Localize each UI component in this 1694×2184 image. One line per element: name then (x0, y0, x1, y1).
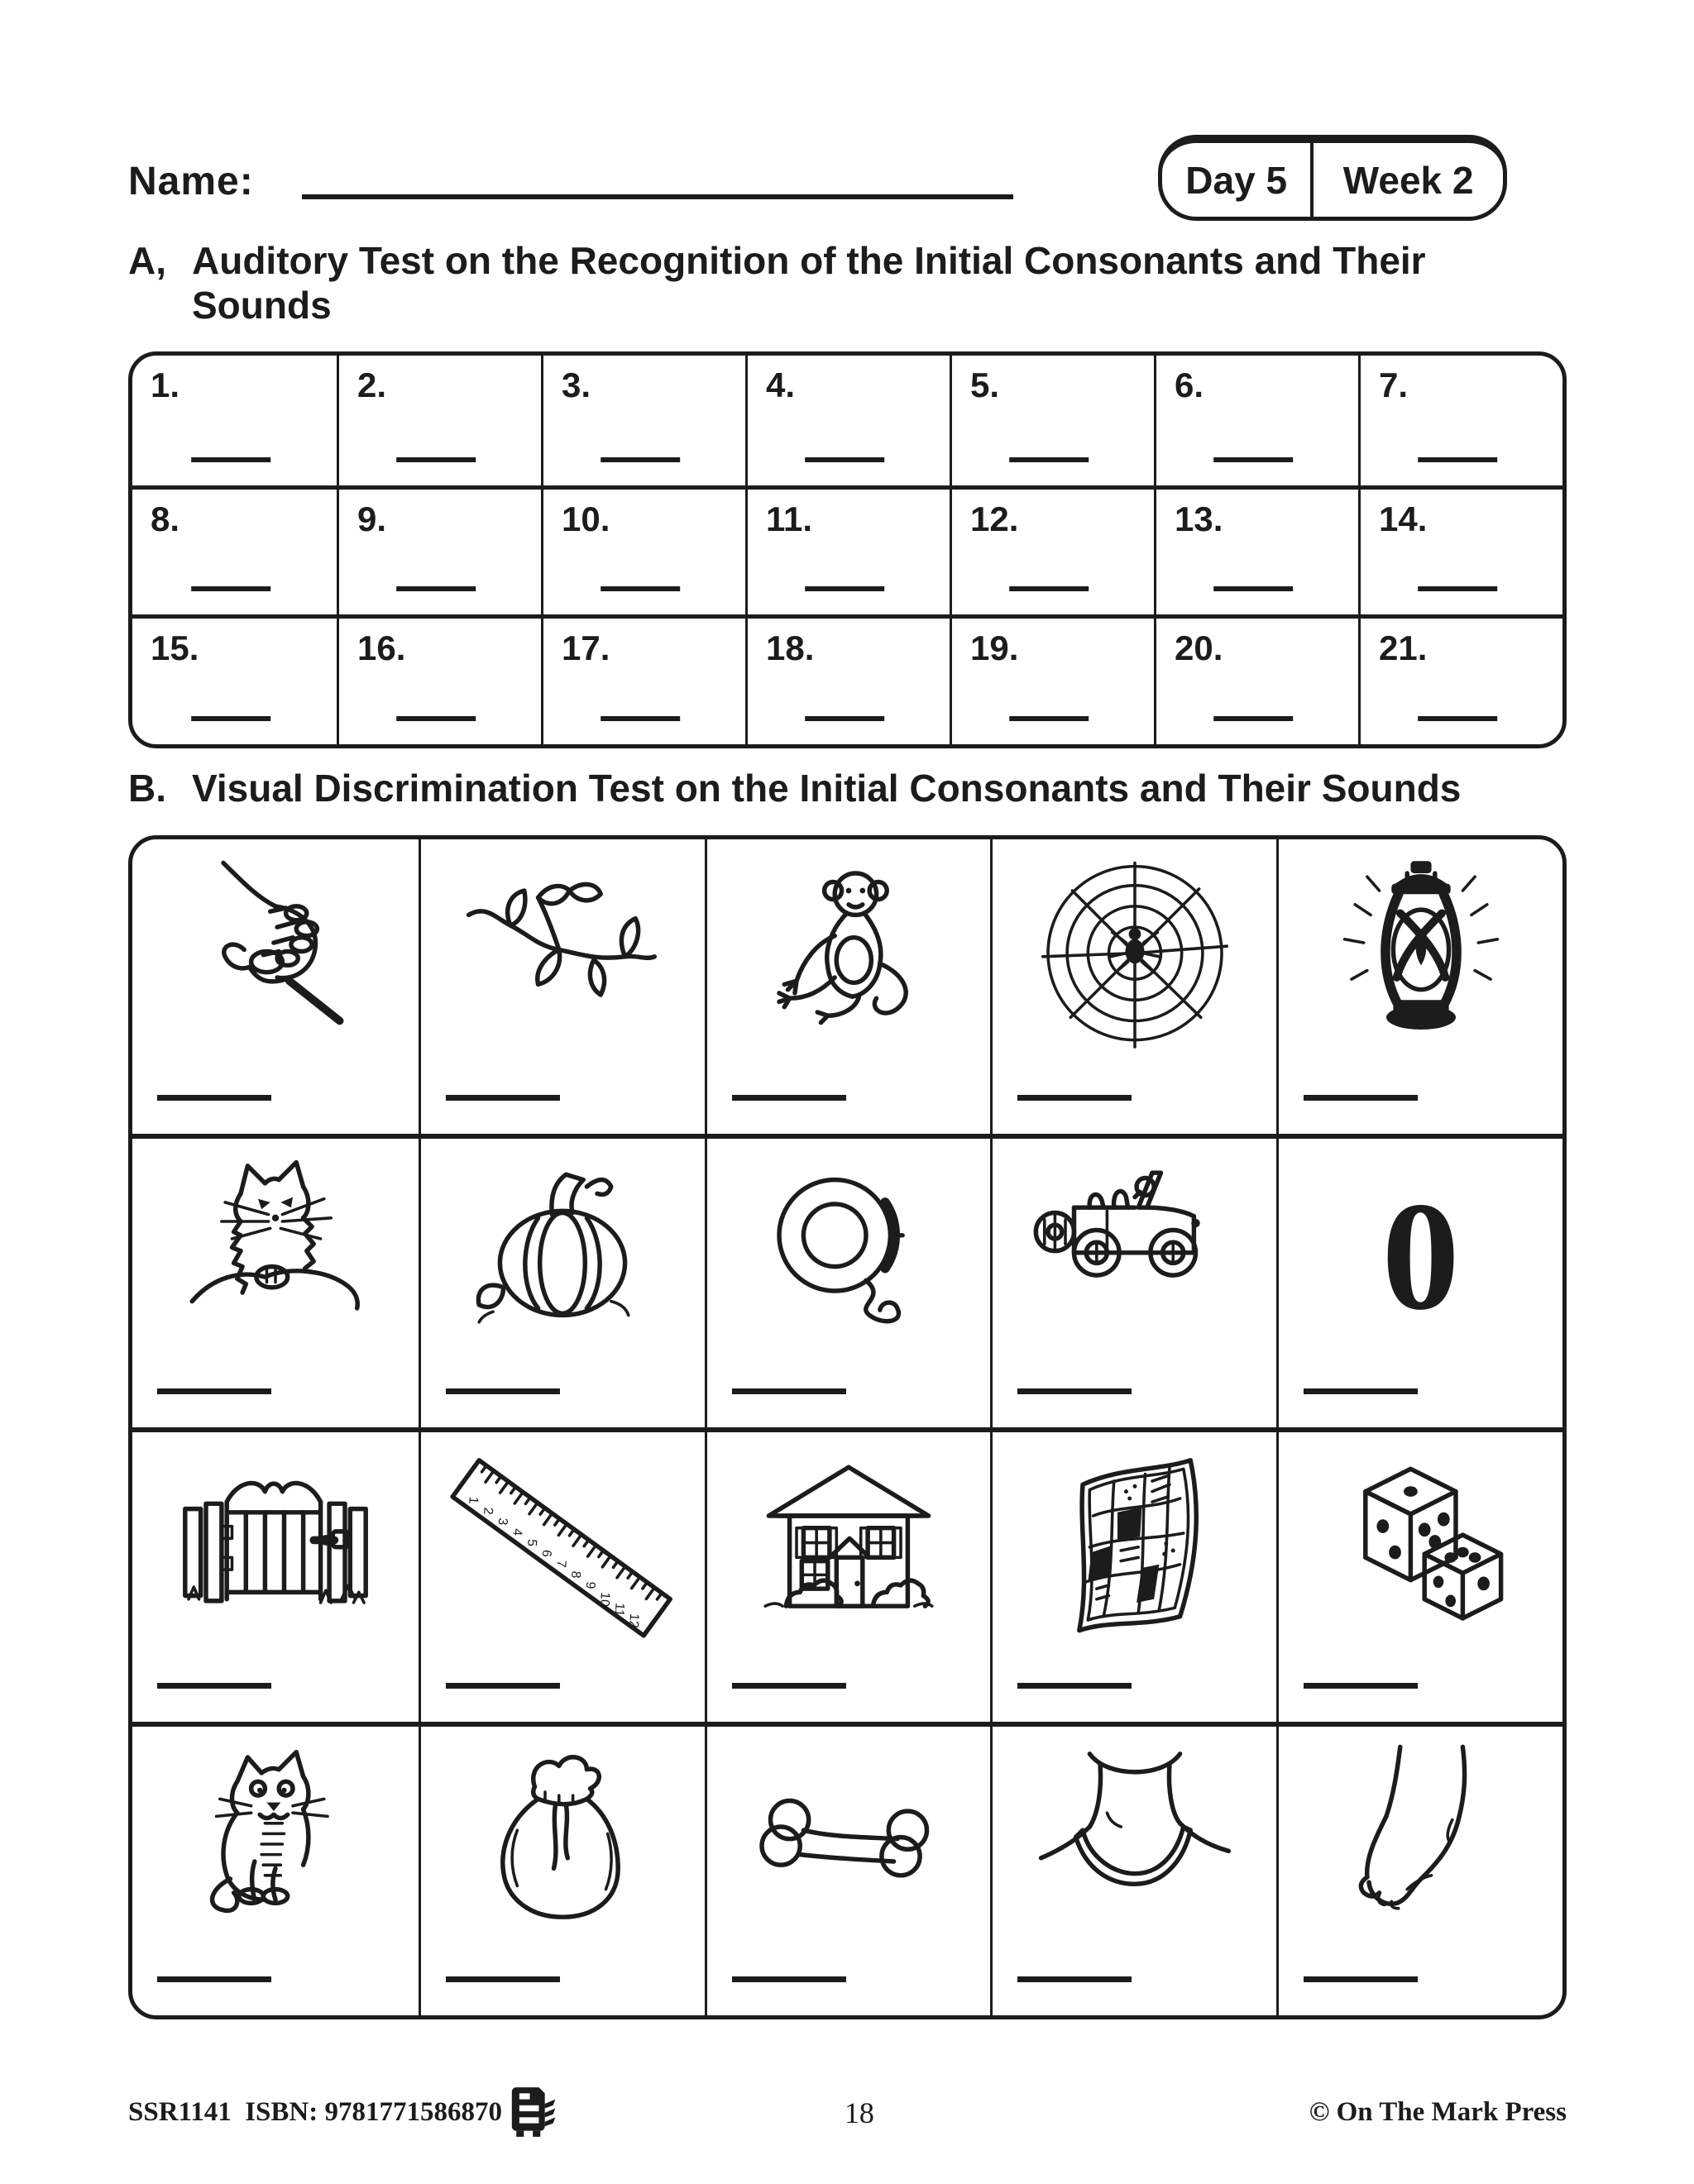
day-week-badge (1158, 135, 1507, 221)
answer-blank[interactable] (396, 716, 476, 721)
cat-icon (155, 1740, 396, 1948)
answer-cell (541, 614, 745, 744)
answer-blank[interactable] (1418, 586, 1497, 591)
section-a-title: Auditory Test on the Recognition of the Initial Consonants and Their Sounds (192, 239, 1426, 327)
answer-blank[interactable] (157, 1683, 271, 1689)
svg-text:1: 1 (466, 1496, 481, 1504)
answer-cell (541, 485, 745, 615)
hand-holding-pin-icon (155, 856, 396, 1064)
answer-blank[interactable] (446, 1095, 560, 1101)
book-code: SSR1141 (128, 2097, 232, 2127)
answer-blank[interactable] (446, 1976, 560, 1982)
answer-blank[interactable] (1017, 1388, 1132, 1394)
isbn: ISBN: 9781771586870 (245, 2097, 502, 2127)
answer-blank[interactable] (1017, 1095, 1132, 1101)
monkey-icon (728, 856, 969, 1064)
picture-cell (1276, 1427, 1562, 1722)
answer-cell (132, 614, 337, 744)
svg-text:4: 4 (510, 1527, 525, 1536)
house-icon (728, 1446, 969, 1655)
svg-text:3: 3 (495, 1517, 510, 1526)
name-row (128, 159, 1013, 204)
svg-text:7: 7 (553, 1560, 569, 1568)
gate-icon (155, 1446, 396, 1655)
answer-blank[interactable] (1213, 716, 1293, 721)
answer-blank[interactable] (805, 586, 884, 591)
page-number: 18 (844, 2096, 874, 2129)
answer-blank[interactable] (1009, 716, 1089, 721)
answer-blank[interactable] (396, 457, 476, 462)
answer-blank[interactable] (1213, 586, 1293, 591)
section-b-label: B. (128, 767, 166, 810)
ruler-icon (442, 1446, 683, 1655)
answer-blank[interactable] (805, 716, 884, 721)
cell-number: 20. (1175, 628, 1223, 668)
answer-blank[interactable] (191, 586, 270, 591)
picture-cell (990, 1134, 1276, 1428)
answer-blank[interactable] (732, 1095, 846, 1101)
auditory-answer-table (128, 351, 1567, 748)
picture-cell (419, 1722, 705, 2016)
answer-cell (1154, 356, 1358, 485)
answer-blank[interactable] (732, 1683, 846, 1689)
answer-cell (745, 356, 950, 485)
picture-cell (132, 839, 419, 1134)
svg-text:6: 6 (538, 1549, 554, 1558)
cell-number: 4. (766, 366, 796, 404)
pumpkin-icon (442, 1152, 683, 1360)
answer-blank[interactable] (157, 1095, 271, 1101)
answer-cell (132, 485, 337, 615)
answer-cell (950, 485, 1154, 615)
picture-cell (990, 1722, 1276, 2016)
answer-cell (1358, 356, 1562, 485)
answer-blank[interactable] (191, 716, 270, 721)
answer-blank[interactable] (1009, 586, 1089, 591)
cell-number: 5. (970, 366, 1000, 404)
cell-number: 13. (1175, 499, 1223, 538)
svg-text:12: 12 (626, 1613, 642, 1628)
badge-week: Week 2 (1342, 158, 1474, 202)
picture-cell (1276, 1134, 1562, 1428)
answer-cell (1358, 614, 1562, 744)
lantern-icon (1300, 856, 1542, 1064)
cell-number: 14. (1379, 499, 1428, 538)
badge-day: Day 5 (1162, 143, 1314, 217)
answer-blank[interactable] (1418, 457, 1497, 462)
kitten-icon (155, 1152, 396, 1360)
dice-icon (1300, 1446, 1542, 1655)
section-b-heading (128, 766, 1461, 810)
name-label: Name: (128, 160, 254, 203)
answer-cell (337, 485, 541, 615)
svg-text:10: 10 (596, 1591, 613, 1608)
answer-blank[interactable] (1304, 1683, 1418, 1689)
cell-number: 2. (357, 366, 387, 404)
cell-number: 15. (151, 628, 199, 668)
copyright: © On The Mark Press (1309, 2097, 1567, 2127)
answer-blank[interactable] (446, 1683, 560, 1689)
cell-number: 1. (151, 366, 180, 404)
cell-number: 12. (970, 499, 1019, 538)
section-b-title: Visual Discrimination Test on the Initial Consonants and Their Sounds (192, 767, 1462, 810)
picture-cell (990, 1427, 1276, 1722)
answer-blank[interactable] (157, 1976, 271, 1982)
name-blank-line[interactable] (302, 194, 1013, 199)
cell-number: 21. (1379, 628, 1428, 668)
picture-cell (705, 1427, 991, 1722)
picture-cell (1276, 1722, 1562, 2016)
picture-cell (705, 1134, 991, 1428)
yo-yo-icon (728, 1152, 969, 1360)
cell-number: 8. (151, 499, 180, 538)
answer-blank[interactable] (601, 716, 680, 721)
picture-cell (419, 1427, 705, 1722)
answer-blank[interactable] (805, 457, 884, 462)
answer-blank[interactable] (1017, 1683, 1132, 1689)
picture-cell (132, 1134, 419, 1428)
answer-cell (1154, 485, 1358, 615)
svg-text:8: 8 (568, 1570, 583, 1579)
answer-blank[interactable] (1017, 1976, 1132, 1982)
cell-number: 17. (562, 628, 610, 668)
answer-cell (745, 614, 950, 744)
picture-cell (990, 839, 1276, 1134)
foot-icon (1300, 1740, 1542, 1948)
answer-blank[interactable] (191, 457, 270, 462)
svg-text:2: 2 (481, 1506, 495, 1515)
answer-blank[interactable] (396, 586, 476, 591)
book-code-isbn (128, 2097, 502, 2128)
answer-blank[interactable] (601, 457, 680, 462)
answer-cell (337, 614, 541, 744)
answer-blank[interactable] (157, 1388, 271, 1394)
quilt-icon (1014, 1446, 1256, 1655)
picture-cell (132, 1722, 419, 2016)
cell-number: 11. (766, 499, 813, 538)
picture-cell (1276, 839, 1562, 1134)
cell-number: 9. (357, 499, 387, 538)
answer-cell (132, 356, 337, 485)
cell-number: 18. (766, 628, 815, 668)
section-a-heading (128, 238, 1532, 327)
answer-blank[interactable] (1304, 1976, 1418, 1982)
answer-cell (950, 356, 1154, 485)
vine-icon (442, 856, 683, 1064)
answer-blank[interactable] (1304, 1095, 1418, 1101)
sack-icon (442, 1740, 683, 1948)
picture-cell (705, 1722, 991, 2016)
answer-blank[interactable] (601, 586, 680, 591)
picture-cell (419, 1134, 705, 1428)
zero-numeral: 0 (1381, 1169, 1460, 1343)
answer-blank[interactable] (732, 1388, 846, 1394)
cell-number: 16. (357, 628, 406, 668)
answer-blank[interactable] (732, 1976, 846, 1982)
answer-cell (1154, 614, 1358, 744)
cell-number: 10. (562, 499, 610, 538)
answer-cell (950, 614, 1154, 744)
svg-text:5: 5 (524, 1538, 539, 1547)
jeep-icon (1014, 1152, 1256, 1360)
spider-web-icon (1014, 856, 1256, 1064)
neck-icon (1014, 1740, 1256, 1948)
answer-cell (541, 356, 745, 485)
answer-blank[interactable] (1213, 457, 1293, 462)
answer-blank[interactable] (446, 1388, 560, 1394)
answer-cell (1358, 485, 1562, 615)
page-footer (128, 2086, 1567, 2143)
answer-blank[interactable] (1418, 716, 1497, 721)
cell-number: 19. (970, 628, 1019, 668)
svg-text:11: 11 (611, 1602, 627, 1617)
picture-cell (419, 839, 705, 1134)
publisher-logo-icon (510, 2086, 558, 2139)
section-a-label: A, (128, 239, 166, 282)
answer-blank[interactable] (1304, 1388, 1418, 1394)
picture-cell (705, 839, 991, 1134)
bone-icon (728, 1740, 969, 1948)
picture-grid (128, 835, 1567, 2019)
cell-number: 3. (562, 366, 591, 404)
svg-text:9: 9 (582, 1580, 598, 1589)
picture-cell (132, 1427, 419, 1722)
cell-number: 6. (1175, 366, 1204, 404)
answer-cell (745, 485, 950, 615)
answer-blank[interactable] (1009, 457, 1089, 462)
answer-cell (337, 356, 541, 485)
cell-number: 7. (1379, 366, 1409, 404)
